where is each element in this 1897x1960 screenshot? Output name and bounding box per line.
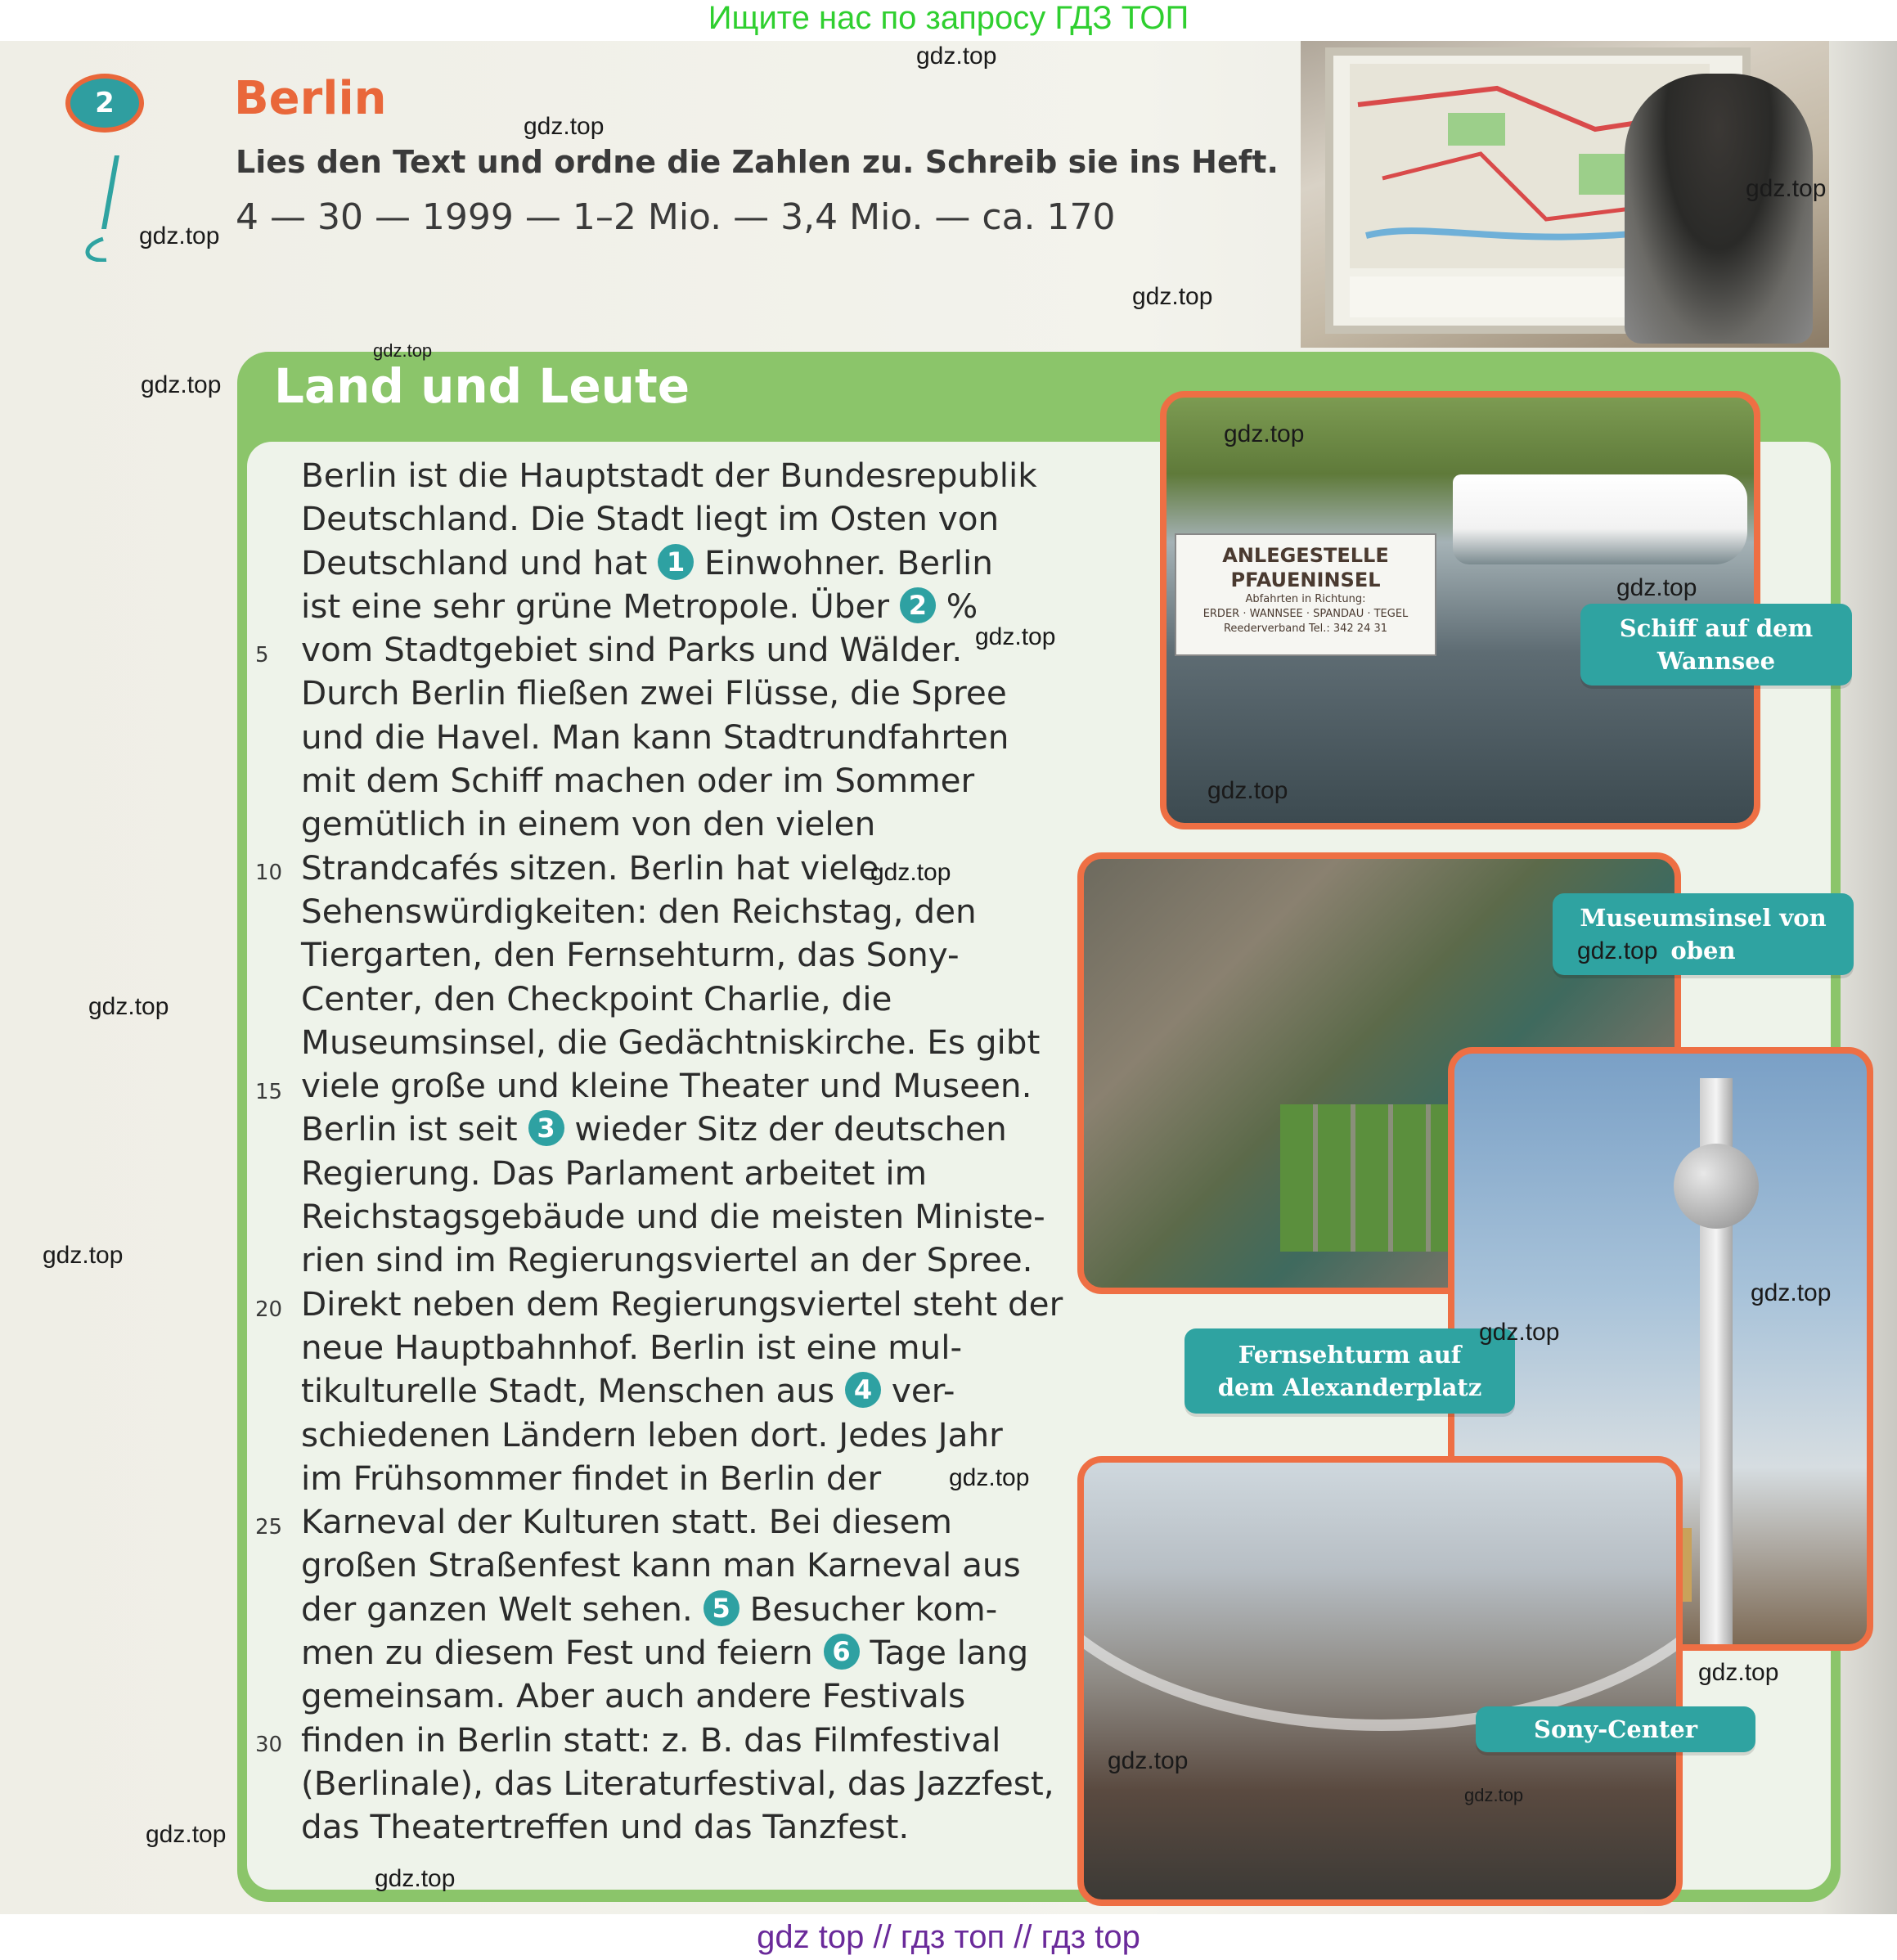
caption-line: Wannsee [1657, 647, 1776, 675]
text-line: gemeinsam. Aber auch andere Festivals [301, 1676, 966, 1716]
sign-line: ANLEGESTELLE [1222, 544, 1389, 567]
text-line [301, 585, 1070, 628]
sign-line: Abfahrten in Richtung: [1245, 593, 1366, 605]
watermark: gdz.top [524, 113, 605, 140]
box-heading: Land und Leute [274, 358, 690, 414]
text-line: Strandcafés sitzen. Berlin hat viele [301, 847, 879, 888]
text-segment: Besucher kom- [749, 1589, 998, 1629]
text-line: Karneval der Kulturen statt. Bei diesem [301, 1502, 952, 1542]
sony-center-photo [1077, 1456, 1683, 1906]
text-line: Berlin ist die Hauptstadt der Bundesrepublik [301, 456, 1037, 495]
gap-number-5: 5 [704, 1590, 739, 1626]
text-line: Durch Berlin fließen zwei Flüsse, die Spree [301, 673, 1007, 713]
text-segment: Tage lang [870, 1633, 1029, 1673]
caption-line: dem Alexanderplatz [1217, 1373, 1482, 1401]
text-segment: % [946, 586, 978, 626]
watermark: gdz.top [916, 43, 997, 70]
text-line: Tiergarten, den Fernsehturm, das Sony- [301, 935, 960, 975]
sign-line: ERDER · WANNSEE · SPANDAU · TEGEL [1202, 608, 1409, 620]
text-line: schiedenen Ländern leben dort. Jedes Jahr [301, 1414, 1003, 1454]
text-line: neue Hauptbahnhof. Berlin ist eine mul- [301, 1327, 963, 1367]
watermark: gdz.top [375, 1865, 456, 1892]
body-text [301, 454, 1070, 1850]
watermark: gdz.top [1224, 420, 1305, 447]
text-line: viele große und kleine Theater und Museen. [301, 1066, 1032, 1106]
text-line: Reichstagsgebäude und die meisten Ministe- [301, 1197, 1045, 1237]
watermark: gdz.top [1464, 1785, 1524, 1805]
text-line: Regierung. Das Parlament arbeitet im [301, 1153, 928, 1193]
gap-number-2: 2 [900, 587, 936, 623]
caption-ship [1580, 604, 1852, 686]
caption-line: Fernsehturm auf [1238, 1341, 1462, 1369]
line-number-10: 10 [255, 861, 283, 885]
watermark: gdz.top [139, 223, 220, 249]
watermark: gdz.top [1577, 937, 1658, 964]
pencil-write-icon [74, 147, 139, 262]
watermark: gdz.top [1746, 175, 1827, 202]
text-segment: men zu diesem Fest und feiern [301, 1633, 813, 1673]
text-line [301, 1588, 1070, 1631]
sign-line: PFAUENINSEL [1230, 569, 1381, 591]
top-banner[interactable]: Ищите нас по запросу ГДЗ ТОП [0, 0, 1897, 41]
watermark: gdz.top [1108, 1747, 1189, 1774]
text-line: finden in Berlin statt: z. B. das Filmfestival [301, 1719, 1001, 1760]
watermark: gdz.top [141, 371, 222, 398]
text-segment: Einwohner. Berlin [704, 542, 993, 582]
caption-line: Schiff auf dem [1619, 614, 1814, 642]
watermark: gdz.top [1698, 1659, 1779, 1686]
watermark: gdz.top [870, 859, 951, 886]
text-segment: Berlin ist seit [301, 1109, 518, 1149]
bottom-banner[interactable]: gdz top // гдз топ // гдз top [0, 1914, 1897, 1960]
task-numbers: 4 — 30 — 1999 — 1–2 Mio. — 3,4 Mio. — ca. 170 [236, 196, 1116, 238]
sony-roof [1077, 1456, 1683, 1731]
text-line: Sehenswürdigkeiten: den Reichstag, den [301, 891, 977, 931]
caption-sony: Sony-Center [1476, 1706, 1755, 1752]
text-line: gemütlich in einem von den vielen [301, 804, 876, 844]
ship [1453, 474, 1747, 564]
text-segment: tikulturelle Stadt, Menschen aus [301, 1371, 835, 1411]
text-segment: Deutschland und hat [301, 542, 648, 582]
text-line: das Theatertreffen und das Tanzfest. [301, 1807, 910, 1847]
watermark: gdz.top [373, 340, 433, 361]
text-segment: wieder Sitz der deutschen [574, 1109, 1007, 1149]
text-line: und die Havel. Man kann Stadtrundfahrten [301, 717, 1009, 757]
watermark: gdz.top [1479, 1319, 1560, 1346]
watermark: gdz.top [975, 623, 1056, 650]
text-line [301, 1631, 1070, 1675]
text-line: Direkt neben dem Regierungsviertel steht der [301, 1283, 1063, 1324]
text-line [301, 1369, 1070, 1413]
watermark: gdz.top [146, 1821, 227, 1848]
person-with-backpack [1625, 74, 1813, 344]
watermark: gdz.top [88, 993, 169, 1020]
text-line: großen Straßenfest kann man Karneval aus [301, 1545, 1021, 1585]
line-number-15: 15 [255, 1080, 283, 1104]
gap-number-1: 1 [658, 544, 694, 580]
pier-sign [1175, 533, 1436, 656]
watermark: gdz.top [949, 1464, 1030, 1491]
text-line: rien sind im Regierungsviertel an der Spree. [301, 1240, 1033, 1280]
text-line: mit dem Schiff machen oder im Sommer [301, 761, 975, 801]
caption-line: Museumsinsel von [1580, 904, 1827, 932]
text-line: Deutschland. Die Stadt liegt im Osten von [301, 499, 1000, 539]
text-line: Center, den Checkpoint Charlie, die [301, 978, 892, 1018]
task-number-badge: 2 [65, 74, 144, 133]
caption-line: oben [1670, 937, 1736, 964]
watermark: gdz.top [1751, 1279, 1832, 1306]
gap-number-6: 6 [824, 1634, 860, 1670]
watermark: gdz.top [43, 1242, 124, 1269]
gap-number-4: 4 [845, 1372, 881, 1408]
caption-tower [1185, 1328, 1515, 1414]
text-segment: ist eine sehr grüne Metropole. Über [301, 586, 890, 626]
text-line: im Frühsommer findet in Berlin der [301, 1458, 882, 1498]
task-instruction: Lies den Text und ordne die Zahlen zu. Schreib sie ins Heft. [236, 144, 1279, 180]
text-segment: ver- [891, 1371, 955, 1411]
watermark: gdz.top [1616, 574, 1697, 601]
text-line: vom Stadtgebiet sind Parks und Wälder. [301, 630, 963, 670]
line-number-5: 5 [255, 643, 269, 668]
line-number-30: 30 [255, 1733, 283, 1757]
gap-number-3: 3 [528, 1110, 564, 1146]
text-line [301, 1108, 1070, 1151]
line-number-20: 20 [255, 1297, 283, 1322]
text-line: (Berlinale), das Literaturfestival, das Jazzfest, [301, 1763, 1054, 1803]
sign-line: Reederverband Tel.: 342 24 31 [1223, 623, 1388, 635]
watermark: gdz.top [1132, 283, 1213, 310]
text-line: Museumsinsel, die Gedächtniskirche. Es gibt [301, 1022, 1041, 1062]
task-title: Berlin [234, 72, 387, 125]
tower-sphere [1674, 1144, 1759, 1229]
text-segment: der ganzen Welt sehen. [301, 1589, 693, 1629]
watermark: gdz.top [1207, 777, 1288, 804]
line-number-25: 25 [255, 1515, 283, 1540]
text-line [301, 542, 1070, 585]
